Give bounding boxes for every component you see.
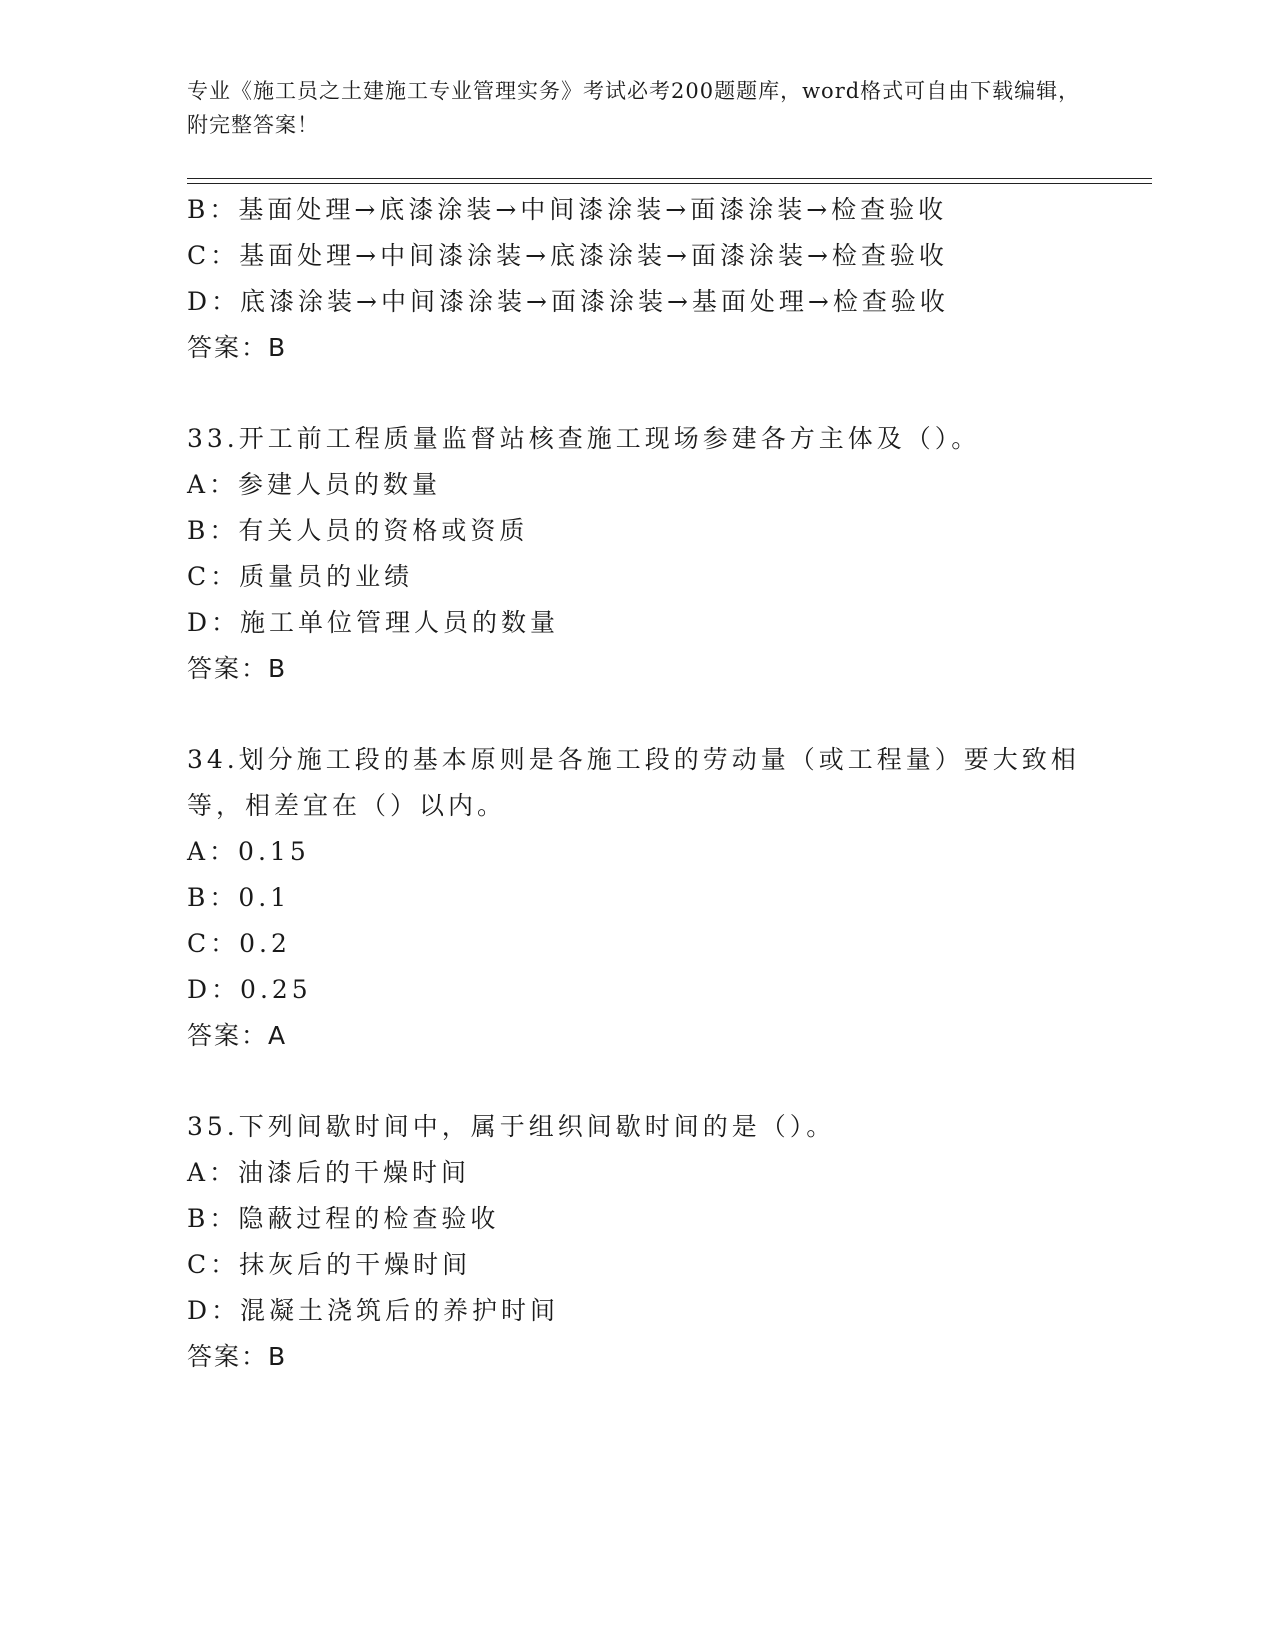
option-c: C：0.2 xyxy=(187,929,291,958)
question-32-continued xyxy=(187,187,1087,371)
option-b: B：隐蔽过程的检查验收 xyxy=(187,1204,500,1233)
answer: 答案：B xyxy=(187,654,288,683)
question-stem: 35.下列间歇时间中，属于组织间歇时间的是（）。 xyxy=(187,1112,836,1141)
document-header: 专业《施工员之土建施工专业管理实务》考试必考200题题库，word格式可自由下载编辑，附完整答案！ xyxy=(187,79,1081,137)
question-list xyxy=(187,187,1087,1380)
question-stem: 34.划分施工段的基本原则是各施工段的劳动量（或工程量）要大致相等，相差宜在（）以内。 xyxy=(187,745,1080,820)
option-d: D：混凝土浇筑后的养护时间 xyxy=(187,1296,560,1325)
answer: 答案：B xyxy=(187,333,288,362)
option-b: B：0.1 xyxy=(187,883,291,912)
option-c: C：抹灰后的干燥时间 xyxy=(187,1250,472,1279)
option-d: D：施工单位管理人员的数量 xyxy=(187,608,560,637)
question-35 xyxy=(187,1104,1087,1380)
option-a: A：参建人员的数量 xyxy=(187,470,442,499)
question-34 xyxy=(187,737,1087,1059)
header-rule-bottom xyxy=(187,183,1152,184)
option-c: C：基面处理→中间漆涂装→底漆涂装→面漆涂装→检查验收 xyxy=(187,241,948,270)
question-stem: 33.开工前工程质量监督站核查施工现场参建各方主体及（）。 xyxy=(187,424,981,453)
question-33 xyxy=(187,416,1087,692)
header-rule-top xyxy=(187,178,1152,179)
option-b: B：基面处理→底漆涂装→中间漆涂装→面漆涂装→检查验收 xyxy=(187,195,948,224)
option-d: D：底漆涂装→中间漆涂装→面漆涂装→基面处理→检查验收 xyxy=(187,287,949,316)
option-d: D：0.25 xyxy=(187,975,312,1004)
answer: 答案：B xyxy=(187,1342,288,1371)
option-b: B：有关人员的资格或资质 xyxy=(187,516,529,545)
option-a: A：0.15 xyxy=(187,837,310,866)
option-c: C：质量员的业绩 xyxy=(187,562,414,591)
answer: 答案：A xyxy=(187,1021,288,1050)
option-a: A：油漆后的干燥时间 xyxy=(187,1158,471,1187)
